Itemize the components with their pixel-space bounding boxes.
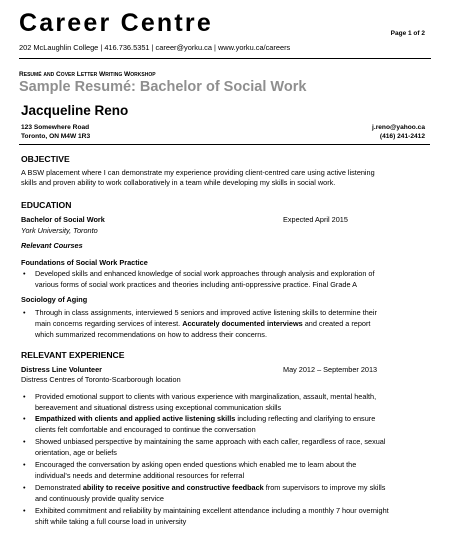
bullet-point: •	[23, 483, 26, 492]
experience-line: individual's needs and determine additional resources for referral	[35, 471, 245, 480]
course-description-line: Developed skills and enhanced knowledge of social work approaches through analysis and exploration of	[35, 269, 375, 278]
experience-line: Provided emotional support to clients with various experience with marginalization, assault, mental health,	[35, 392, 377, 401]
emphasis-text: ability to receive positive and constructive feedback	[82, 483, 264, 492]
experience-line: clients felt comfortable and encouraged to continue the conversation	[35, 425, 256, 434]
course-title: Foundations of Social Work Practice	[21, 258, 148, 267]
phone-number: (416) 241-2412	[379, 133, 425, 140]
job-dates: May 2012 – September 2013	[283, 365, 378, 374]
text-fragment: and created a report	[302, 319, 371, 328]
experience-line	[35, 413, 375, 424]
career-centre-contact: 202 McLaughlin College | 416.736.5351 | career@yorku.ca | www.yorku.ca/careers	[19, 43, 291, 52]
relevant-courses-label: Relevant Courses	[21, 241, 83, 250]
course-description-line: Through in class assignments, interviewed 5 seniors and improved active listening skills to determine their	[35, 308, 377, 317]
candidate-name: Jacqueline Reno	[21, 103, 129, 118]
career-centre-title: Career Centre	[19, 9, 213, 37]
bullet-point: •	[23, 437, 26, 446]
street-address: 123 Somewhere Road	[21, 124, 90, 131]
sample-title: Sample Resumé: Bachelor of Social Work	[19, 79, 307, 95]
course-description-line: which summarized recommendations on how to address their concerns.	[35, 330, 267, 339]
school-name: York University, Toronto	[21, 226, 98, 235]
header-divider	[19, 58, 431, 59]
experience-line: Showed unbiased perspective by maintaining the same approach with each caller, regardless of race, sexual	[35, 437, 386, 446]
objective-line: skills and proven ability to work collaboratively in a team while developing my skills in social work.	[21, 178, 336, 187]
objective-heading: OBJECTIVE	[21, 154, 70, 164]
job-role: Distress Line Volunteer	[21, 365, 102, 374]
degree-name: Bachelor of Social Work	[21, 215, 105, 224]
emphasis-text: Accurately documented interviews	[182, 319, 303, 328]
workshop-label: Resumé and Cover Letter Writing Workshop	[19, 71, 156, 78]
job-organization: Distress Centres of Toronto-Scarborough location	[21, 375, 181, 384]
contact-divider	[19, 144, 430, 145]
objective-line: A BSW placement where I can demonstrate my experience providing client-centred care using active listening	[21, 168, 375, 177]
bullet-point: •	[23, 308, 26, 317]
bullet-point: •	[23, 392, 26, 401]
experience-line: Exhibited commitment and reliability by maintaining excellent attendance including a monthly 7 hour overnight	[35, 506, 389, 515]
bullet-point: •	[23, 269, 26, 278]
experience-heading: RELEVANT EXPERIENCE	[21, 350, 125, 360]
experience-line: Encouraged the conversation by asking open ended questions which enabled me to learn about the	[35, 460, 357, 469]
expected-date: Expected April 2015	[283, 215, 348, 224]
city-address: Toronto, ON M4W 1R3	[21, 133, 91, 140]
education-heading: EDUCATION	[21, 200, 72, 210]
bullet-point: •	[23, 414, 26, 423]
page-indicator: Page 1 of 2	[390, 30, 425, 37]
text-fragment: Demonstrated	[35, 483, 83, 492]
experience-line: bereavement and situational distress using exceptional communication skills	[35, 403, 282, 412]
emphasis-text: Empathized with clients and applied active listening skills	[35, 414, 236, 423]
course-title: Sociology of Aging	[21, 295, 88, 304]
text-fragment: main concerns regarding services of interest.	[35, 319, 183, 328]
course-description-line	[35, 318, 370, 329]
course-description-line: various forms of social work practices and theories including anti-oppressive practice. Final Grade A	[35, 280, 358, 289]
bullet-point: •	[23, 506, 26, 515]
text-fragment: including reflecting and clarifying to ensure	[235, 414, 376, 423]
email-address: j.reno@yahoo.ca	[372, 124, 425, 131]
experience-line	[35, 482, 385, 493]
experience-line: shift while taking a full course load in university	[35, 517, 187, 526]
text-fragment: from supervisors to improve my skills	[263, 483, 386, 492]
experience-line: and continuously provide quality service	[35, 494, 164, 503]
experience-line: orientation, age or beliefs	[35, 448, 117, 457]
bullet-point: •	[23, 460, 26, 469]
